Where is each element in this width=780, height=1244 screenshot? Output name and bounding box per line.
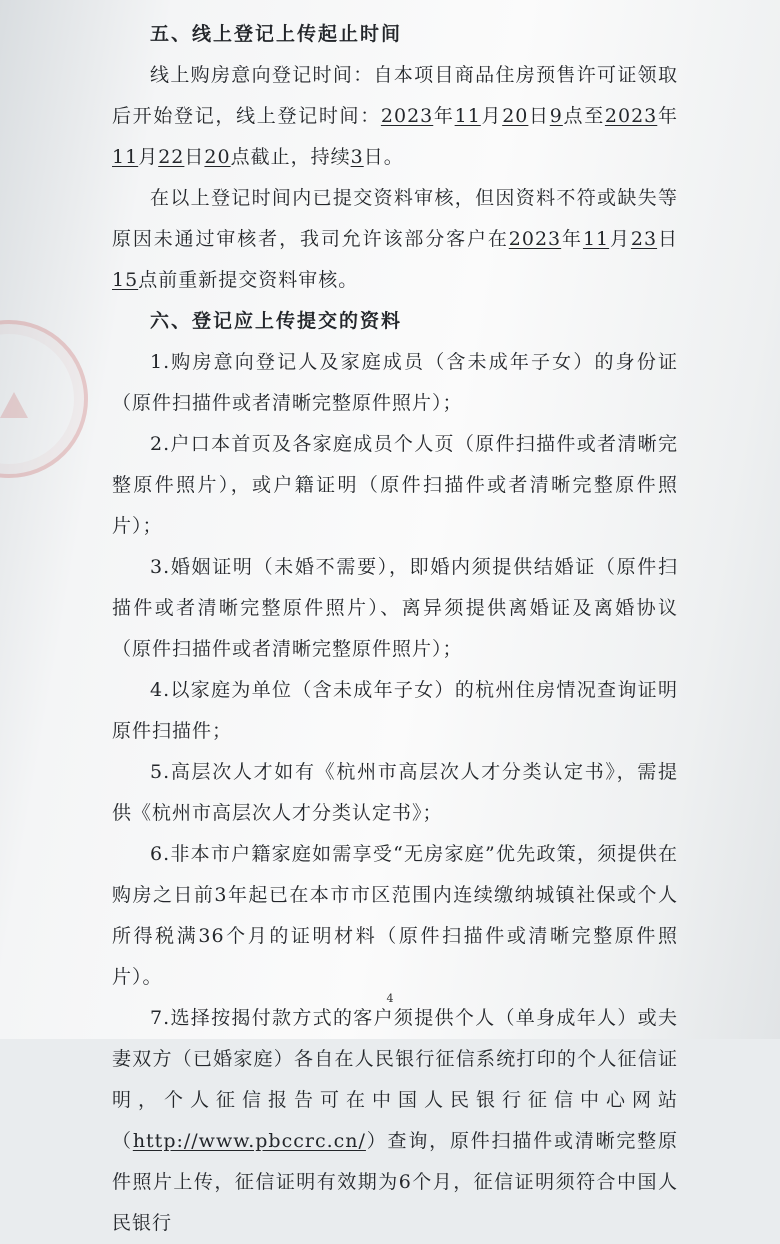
pbccrc-website-link[interactable]: http://www.pbccrc.cn/ <box>132 1130 366 1152</box>
section-6-heading: 六、登记应上传提交的资料 <box>150 310 403 332</box>
list-item: 2.户口本首页及各家庭成员个人页（原件扫描件或者清晰完整原件照片），或户籍证明（原件扫描件或者清晰完整原件照片）； <box>112 433 678 537</box>
list-item: 1.购房意向登记人及家庭成员（含未成年子女）的身份证（原件扫描件或者清晰完整原件照片）； <box>112 351 678 414</box>
list-item: 6.非本市户籍家庭如需享受“无房家庭”优先政策，须提供在购房之日前3年起已在本市市区范围内连续缴纳城镇社保或个人所得税满36个月的证明材料（原件扫描件或清晰完整原件照片）。 <box>112 843 678 988</box>
list-item-7: 7.选择按揭付款方式的客户须提供个人（单身成年人）或夫妻双方（已婚家庭）各自在人民银行征信系统打印的个人征信证明，个人征信报告可在中国人民银行征信中心网站（http://www.pbccrc.cn/）查询，原件扫描件或清晰完整原件照片上传，征信证明有效期为6个月，征信证明须符合中国人民银行 <box>112 1007 678 1234</box>
list-item: 4.以家庭为单位（含未成年子女）的杭州住房情况查询证明原件扫描件； <box>112 679 678 742</box>
section-5-paragraph-1: 线上购房意向登记时间：自本项目商品住房预售许可证领取后开始登记，线上登记时间：2023年11月20日9点至2023年11月22日20点截止，持续3日。 <box>112 64 678 168</box>
list-item: 5.高层次人才如有《杭州市高层次人才分类认定书》，需提供《杭州市高层次人才分类认定书》； <box>112 761 678 824</box>
document-body <box>112 14 678 1244</box>
seal-star-icon <box>0 392 28 418</box>
section-5-paragraph-2: 在以上登记时间内已提交资料审核，但因资料不符或缺失等原因未通过审核者，我司允许该部分客户在2023年11月23日15点前重新提交资料审核。 <box>112 187 678 291</box>
section-5-heading: 五、线上登记上传起止时间 <box>150 23 403 45</box>
list-item: 3.婚姻证明（未婚不需要），即婚内须提供结婚证（原件扫描件或者清晰完整原件照片）、离异须提供离婚证及离婚协议（原件扫描件或者清晰完整原件照片）； <box>112 556 678 660</box>
page-number: 4 <box>386 992 394 1005</box>
